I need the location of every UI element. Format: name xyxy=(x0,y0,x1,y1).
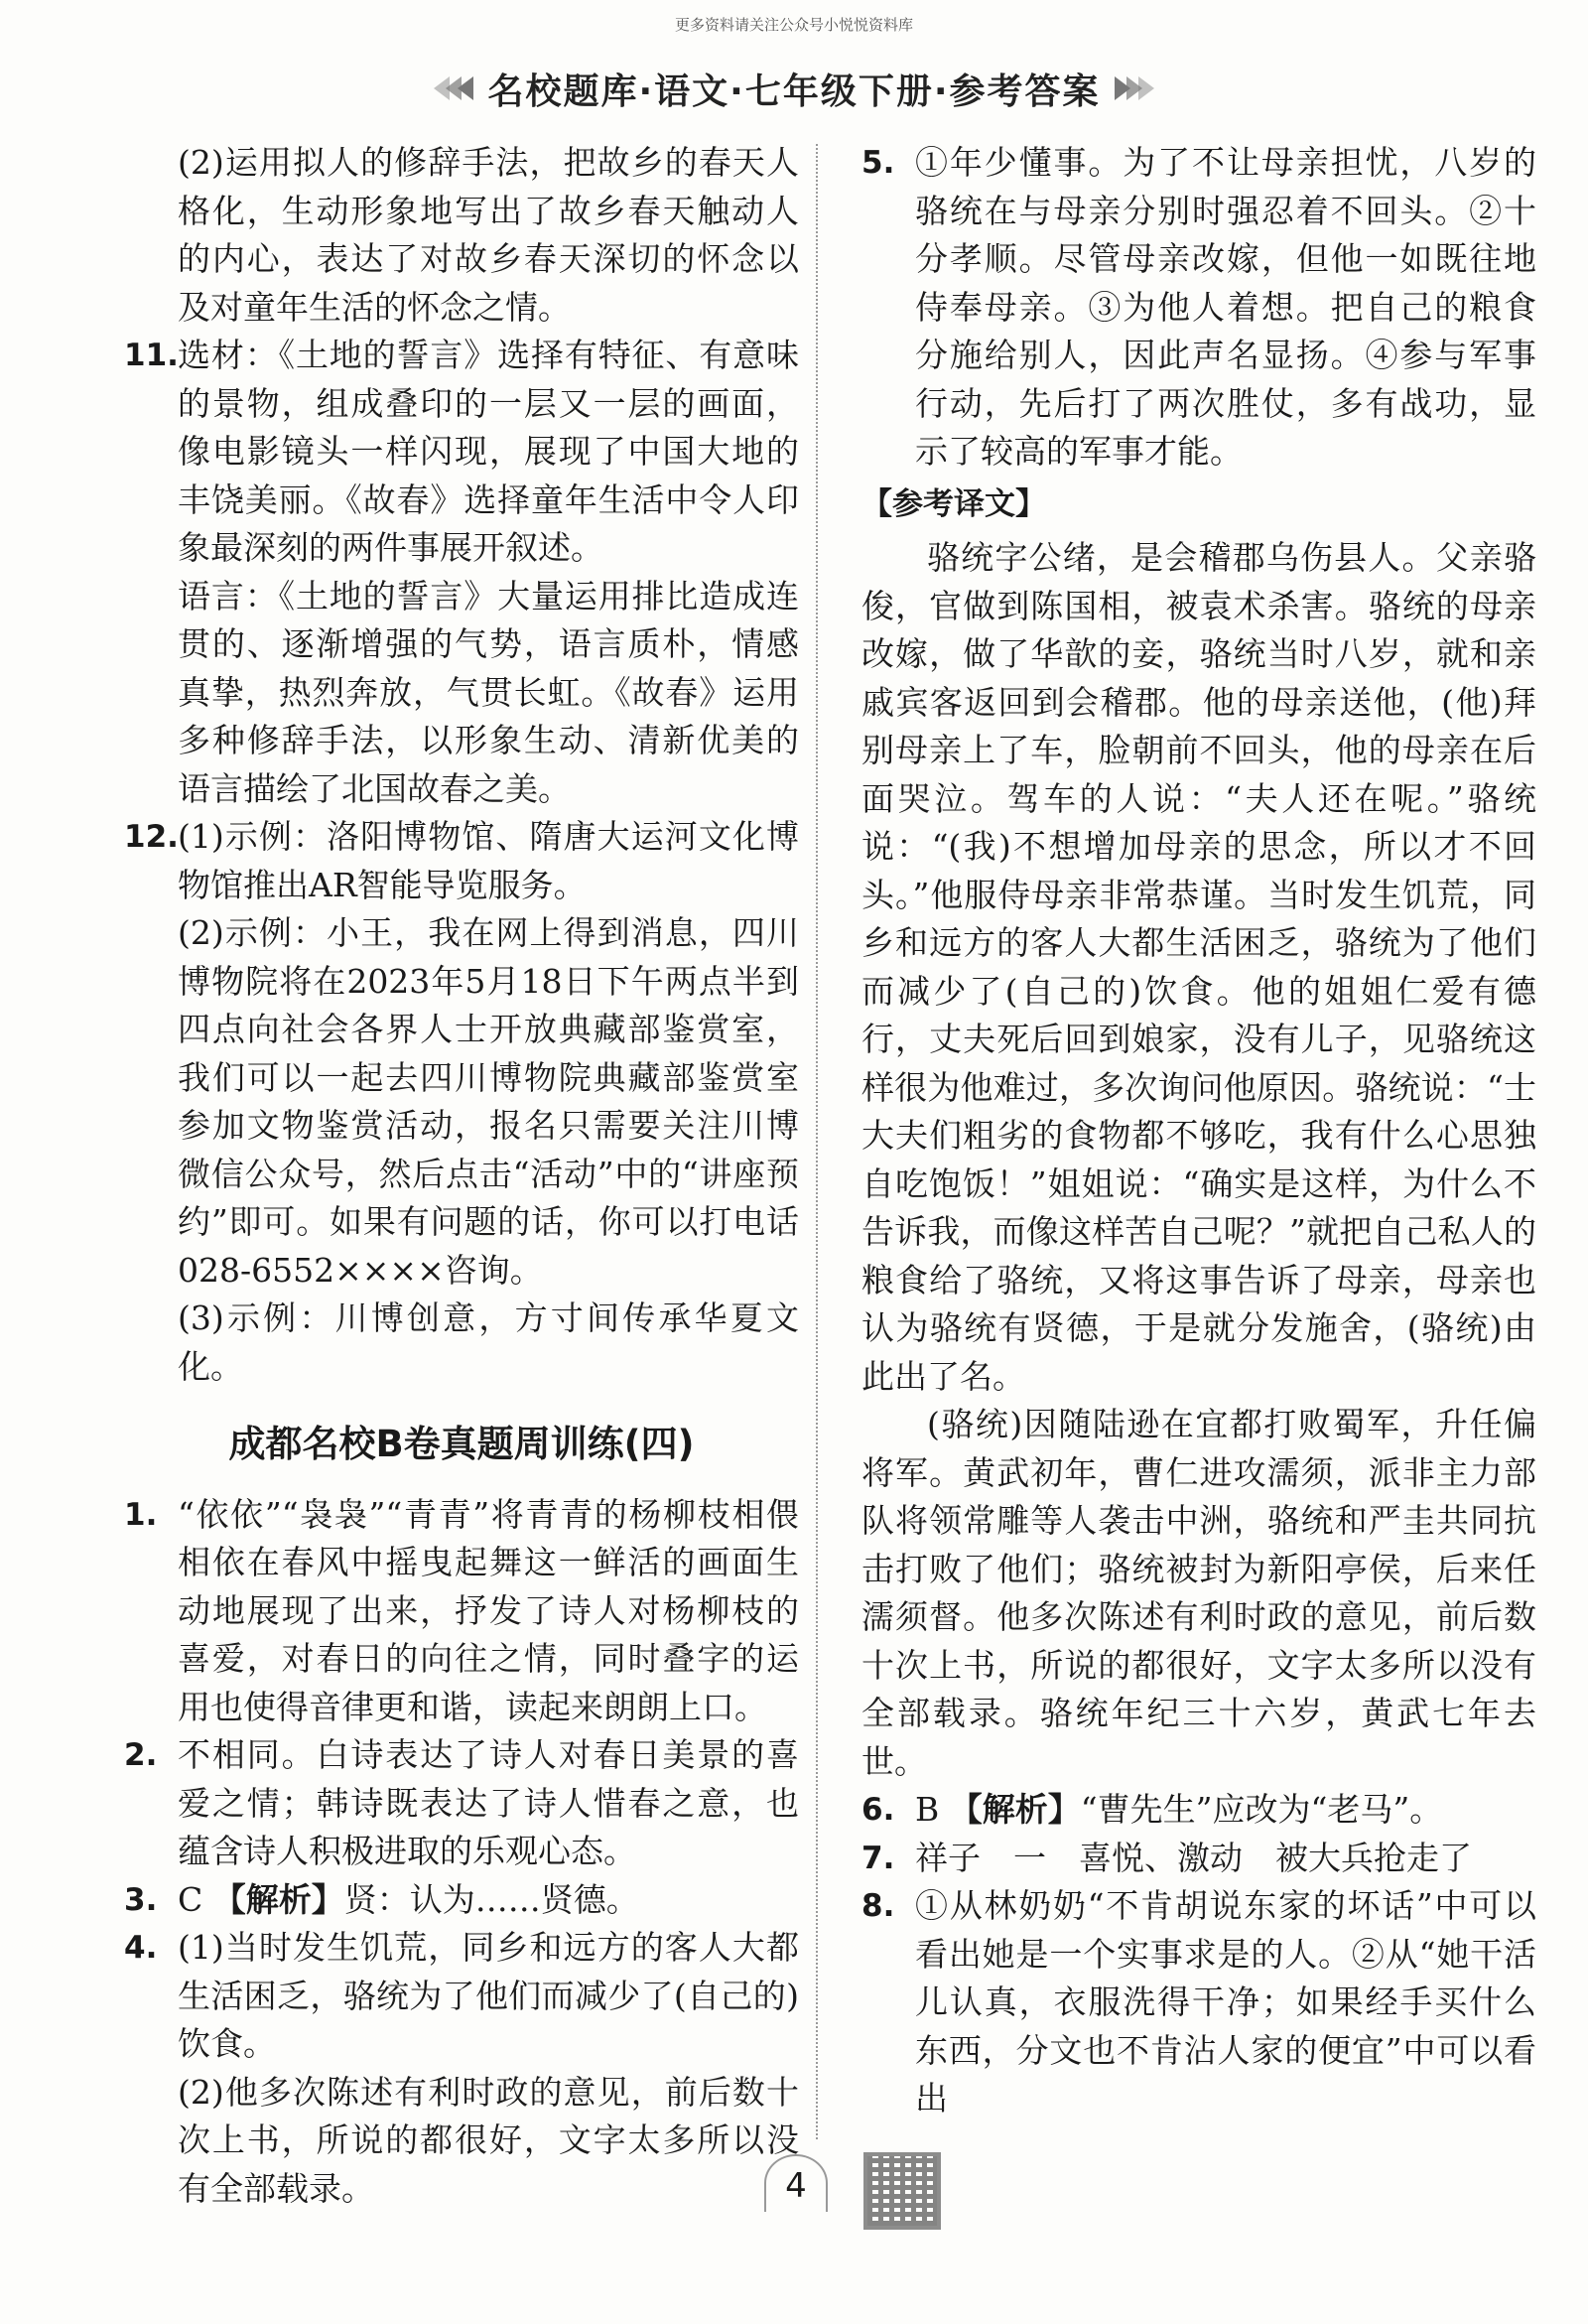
analysis-tag: 【解析】 xyxy=(949,1790,1081,1829)
answer-text: “依依”“袅袅”“青青”将青青的杨柳枝相偎相依在春风中摇曳起舞这一鲜活的画面生动地展现了出来，抒发了诗人对杨柳枝的喜爱，对春日的向往之情，同时叠字的运用也使得音律更和谐，读起来朗朗上口。 xyxy=(178,1494,799,1726)
page-title: 名校题库·语文·七年级下册·参考答案 xyxy=(487,70,1101,112)
answer-4 xyxy=(124,1924,799,2213)
answer-2 xyxy=(124,1731,799,1876)
answer-number: 2. xyxy=(124,1737,158,1773)
left-column xyxy=(124,139,799,2213)
right-column xyxy=(861,139,1536,2123)
answer-text: 语言：《土地的誓言》大量运用排比造成连贯的、逐渐增强的气势，语言质朴，情感真挚，热烈奔放，气贯长虹。《故春》运用多种修辞手法，以形象生动、清新优美的语言描绘了北国故春之美。 xyxy=(178,576,799,808)
answer-text: ①年少懂事。为了不让母亲担忧，八岁的骆统在与母亲分别时强忍着不回头。②十分孝顺。尽管母亲改嫁，但他一如既往地侍奉母亲。③为他人着想。把自己的粮食分施给别人，因此声名显扬。④参与军事行动，先后打了两次胜仗，多有战功，显示了较高的军事才能。 xyxy=(915,143,1536,471)
answer-choice: C xyxy=(178,1879,203,1919)
answer-number: 5. xyxy=(861,145,895,181)
answer-1 xyxy=(124,1491,799,1732)
qr-code-icon xyxy=(863,2152,941,2230)
answer-11 xyxy=(124,332,799,813)
answer-text: 贤：认为……贤德。 xyxy=(343,1879,639,1919)
answer-number: 3. xyxy=(124,1881,158,1918)
answer-number: 1. xyxy=(124,1496,158,1533)
left-arrows-icon xyxy=(436,76,471,100)
answer-number: 7. xyxy=(861,1840,895,1876)
answer-number: 11. xyxy=(124,338,179,373)
column-divider xyxy=(816,144,818,2139)
answer-number: 12. xyxy=(124,819,179,855)
answer-text: 祥子 一 喜悦、激动 被大兵抢走了 xyxy=(915,1838,1472,1877)
right-arrows-icon xyxy=(1117,76,1152,100)
answer-3 xyxy=(124,1876,799,1925)
answer-text: ①从林奶奶“不肯胡说东家的坏话”中可以看出她是一个实事求是的人。②从“她干活儿认真，衣服洗得干净；如果经手买什么东西，分文也不肯沾人家的便宜”中可以看出 xyxy=(915,1886,1536,2118)
answer-text: (2)运用拟人的修辞手法，把故乡的春天人格化，生动形象地写出了故乡春天触动人的内心，表达了对故乡春天深切的怀念以及对童年生活的怀念之情。 xyxy=(178,143,799,327)
answer-text: 选材：《土地的誓言》选择有特征、有意味的景物，组成叠印的一层又一层的画面，像电影镜头一样闪现，展现了中国大地的丰饶美丽。《故春》选择童年生活中令人印象最深刻的两件事展开叙述。 xyxy=(178,336,799,567)
translation-paragraph: (骆统)因随陆逊在宜都打败蜀军，升任偏将军。黄武初年，曹仁进攻濡须，派非主力部队将领常雕等人袭击中洲，骆统和严圭共同抗击打败了他们；骆统被封为新阳亭侯，后来任濡须督。他多次陈述有利时政的意见，前后数十次上书，所说的都很好，文字太多所以没有全部载录。骆统年纪三十六岁，黄武七年去世。 xyxy=(861,1405,1536,1781)
answer-text: (3)示例：川博创意，方寸间传承华夏文化。 xyxy=(178,1299,799,1386)
answer-text: “曹先生”应改为“老马”。 xyxy=(1080,1790,1443,1829)
answer-choice: B xyxy=(915,1790,940,1829)
answer-text: (1)当时发生饥荒，同乡和远方的客人大都生活困乏，骆统为了他们而减少了(自己的)饮食。 xyxy=(178,1928,799,2063)
answer-number: 6. xyxy=(861,1792,895,1828)
page-header xyxy=(417,62,1171,115)
section-title: 成都名校B卷真题周训练(四) xyxy=(228,1423,695,1465)
answer-text: (1)示例：洛阳博物馆、隋唐大运河文化博物馆推出AR智能导览服务。 xyxy=(178,817,799,904)
answer-text: 不相同。白诗表达了诗人对春日美景的喜爱之情；韩诗既表达了诗人惜春之意，也蕴含诗人积极进取的乐观心态。 xyxy=(178,1735,799,1870)
answer-6 xyxy=(861,1786,1536,1835)
answer-text: (2)他多次陈述有利时政的意见，前后数十次上书，所说的都很好，文字太多所以没有全部载录。 xyxy=(178,2072,799,2208)
analysis-tag: 【解析】 xyxy=(212,1879,344,1919)
translation-paragraph: 骆统字公绪，是会稽郡乌伤县人。父亲骆俊，官做到陈国相，被袁术杀害。骆统的母亲改嫁，做了华歆的妾，骆统当时八岁，就和亲戚宾客返回到会稽郡。他的母亲送他，(他)拜别母亲上了车，脸朝前不回头，他的母亲在后面哭泣。驾车的人说：“夫人还在呢。”骆统说：“(我)不想增加母亲的思念，所以才不回头。”他服侍母亲非常恭谨。当时发生饥荒，同乡和远方的客人大都生活困乏，骆统为了他们而减少了(自己的)饮食。他的姐姐仁爱有德行，丈夫死后回到娘家，没有儿子，见骆统这样很为他难过，多次询问他原因。骆统说：“士大夫们粗劣的食物都不够吃，我有什么心思独自吃饱饭！”姐姐说：“确实是这样，为什么不告诉我，而像这样苦自己呢？”就把自己私人的粮食给了骆统，又将这事告诉了母亲，母亲也认为骆统有贤德，于是就分发施舍，(骆统)由此出了名。 xyxy=(861,538,1536,1396)
answer-number: 8. xyxy=(861,1888,895,1924)
answer-text: (2)示例：小王，我在网上得到消息，四川博物院将在2023年5月18日下午两点半到四点向社会各界人士开放典藏部鉴赏室，我们可以一起去四川博物院典藏部鉴赏室参加文物鉴赏活动，报名只需要关注川博微信公众号，然后点击“活动”中的“讲座预约”即可。如果有问题的话，你可以打电话028-6552××××咨询。 xyxy=(178,913,799,1290)
answer-number: 4. xyxy=(124,1930,158,1966)
top-note: 更多资料请关注公众号小悦悦资料库 xyxy=(674,16,913,34)
answer-7 xyxy=(861,1835,1536,1883)
page-number: 4 xyxy=(764,2154,828,2212)
answer-10-2 xyxy=(124,139,799,332)
reference-translation xyxy=(861,534,1536,1786)
answer-8 xyxy=(861,1882,1536,2123)
answer-12 xyxy=(124,813,799,1391)
answer-5 xyxy=(861,139,1536,477)
reference-translation-label: 【参考译文】 xyxy=(861,485,1046,522)
